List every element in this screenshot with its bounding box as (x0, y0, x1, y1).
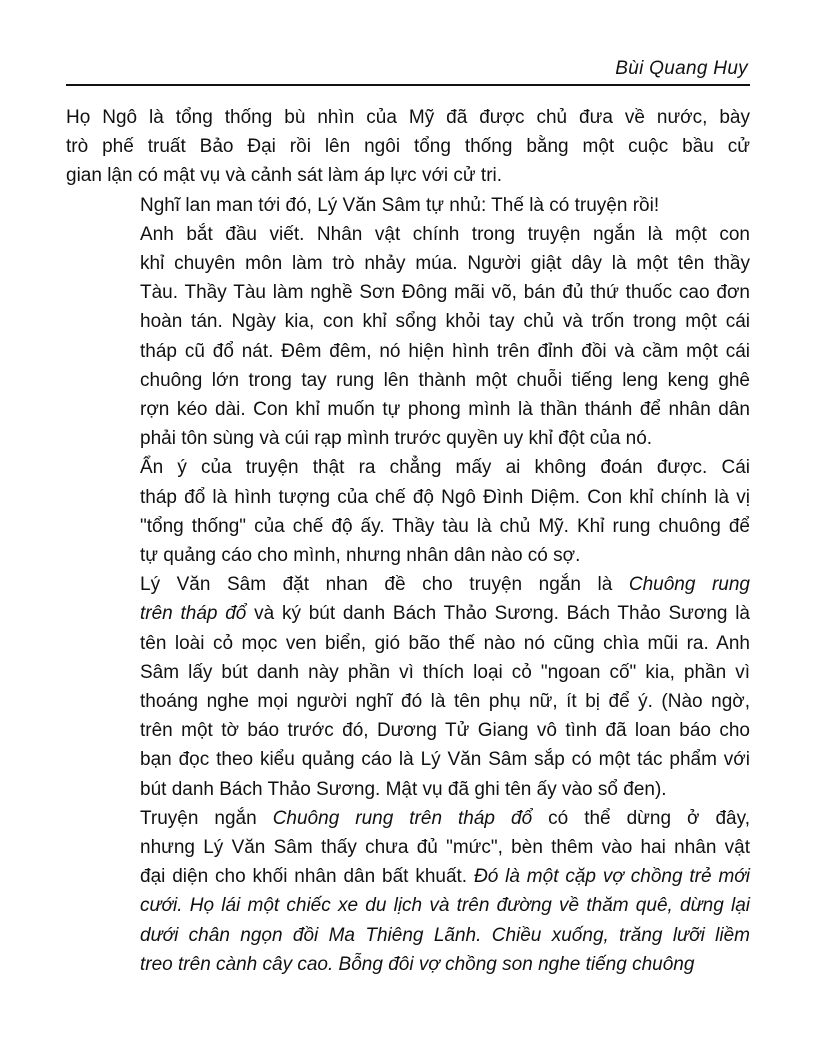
paragraph (66, 191, 750, 220)
text-segment: nhưng Lý Văn Sâm thấy chưa đủ "mức", bèn thêm vào hai nhân vật (140, 837, 750, 859)
paragraph (66, 804, 750, 979)
text-segment: "tổng thống" của chế độ ấy. Thầy tàu là chủ Mỹ. Khỉ rung chuông để (140, 515, 750, 537)
text-segment: bạn đọc theo kiểu quảng cáo là Lý Văn Sâm sắp có một tác phẩm với (140, 749, 750, 771)
text-line (66, 191, 750, 220)
text-segment: hoàn tán. Ngày kia, con khỉ sổng khỏi tay chủ và trốn trong một cái (140, 311, 750, 333)
italic-text: trên tháp đổ (140, 603, 247, 625)
text-segment: phải tôn sùng và cúi rạp mình trước quyền uy khỉ đột của nó. (140, 428, 653, 450)
text-segment: trò phế truất Bảo Đại rồi lên ngôi tổng thống bằng một cuộc bầu cử (66, 136, 750, 158)
paragraph (66, 453, 750, 570)
paragraph (66, 220, 750, 454)
text-segment: Truyện ngắn (140, 807, 273, 829)
text-line (66, 833, 750, 862)
text-segment: đại diện cho khối nhân dân bất khuất. (140, 866, 474, 888)
text-line (66, 921, 750, 950)
text-line (66, 599, 750, 628)
text-line (66, 424, 750, 453)
text-segment: gian lận có mật vụ và cảnh sát làm áp lực với cử tri. (66, 165, 503, 187)
text-segment: Họ Ngô là tổng thống bù nhìn của Mỹ đã được chủ đưa về nước, bày (66, 107, 750, 128)
text-line (66, 629, 750, 658)
paragraph (66, 103, 750, 191)
text-segment: và ký bút danh Bách Thảo Sương. Bách Thảo Sương là (246, 603, 750, 625)
text-line (66, 775, 750, 804)
text-line (66, 337, 750, 366)
text-line (66, 804, 750, 833)
text-segment: Lý Văn Sâm đặt nhan đề cho truyện ngắn là (140, 574, 629, 596)
text-segment: chuông lớn trong tay rung lên thành một chuỗi tiếng leng keng ghê (140, 369, 750, 391)
text-line (66, 220, 750, 249)
header-rule (66, 84, 750, 86)
text-line (66, 132, 750, 161)
text-line (66, 453, 750, 482)
italic-text: Chuông rung trên tháp đổ (272, 807, 533, 829)
text-line (66, 745, 750, 774)
text-line (66, 891, 750, 920)
text-line (66, 541, 750, 570)
italic-text: treo trên cành cây cao. Bỗng đôi vợ chồng son nghe tiếng chuông (140, 953, 695, 975)
italic-text: dưới chân ngọn đồi Ma Thiêng Lãnh. Chiều xuống, trăng lưỡi liềm (140, 924, 750, 946)
text-line (66, 395, 750, 424)
text-segment: Sâm lấy bút danh này phần vì thích loại cỏ "ngoan cố" kia, phần vì (140, 661, 750, 683)
text-segment: trên một tờ báo trước đó, Dương Tử Giang vô tình đã loan báo cho (140, 720, 750, 742)
text-segment: tên loài cỏ mọc ven biển, gió bão thế nào nó cũng chìa mũi ra. Anh (140, 632, 750, 654)
text-line (66, 950, 750, 979)
text-segment: tháp cũ đổ nát. Đêm đêm, nó hiện hình trên đỉnh đồi và cầm một cái (140, 340, 750, 362)
text-line (66, 366, 750, 395)
italic-text: Chuông rung (628, 574, 750, 596)
text-segment: Ẩn ý của truyện thật ra chẳng mấy ai không đoán được. Cái (140, 457, 750, 479)
text-segment: Anh bắt đầu viết. Nhân vật chính trong truyện ngắn là một con (140, 223, 750, 245)
text-line (66, 249, 750, 278)
text-segment: tháp đổ là hình tượng của chế độ Ngô Đình Diệm. Con khỉ chính là vị (140, 486, 750, 508)
text-line (66, 862, 750, 891)
italic-text: cưới. Họ lái một chiếc xe du lịch và trên đường về thăm quê, dừng lại (140, 895, 750, 917)
text-segment: có thể dừng ở đây, (532, 807, 750, 829)
text-line (66, 161, 750, 190)
text-line (66, 658, 750, 687)
body-text (66, 103, 750, 979)
text-line (66, 570, 750, 599)
running-head-author: Bùi Quang Huy (615, 58, 748, 79)
text-segment: bút danh Bách Thảo Sương. Mật vụ đã ghi tên ấy vào sổ đen). (140, 778, 667, 800)
text-line (66, 716, 750, 745)
text-line (66, 687, 750, 716)
text-segment: Nghĩ lan man tới đó, Lý Văn Sâm tự nhủ: Thế là có truyện rồi! (140, 194, 660, 216)
text-segment: khỉ chuyên môn làm trò nhảy múa. Người giật dây là một tên thầy (140, 253, 750, 275)
text-segment: thoáng nghe mọi người nghĩ đó là tên phụ nữ, ít bị để ý. (Nào ngờ, (140, 691, 750, 713)
text-line (66, 512, 750, 541)
text-line (66, 307, 750, 336)
italic-text: Đó là một cặp vợ chồng trẻ mới (473, 866, 750, 888)
text-segment: tự quảng cáo cho mình, nhưng nhân dân nào có sợ. (140, 545, 581, 567)
text-segment: rợn kéo dài. Con khỉ muốn tự phong mình là thần thánh để nhân dân (140, 399, 750, 421)
text-line (66, 103, 750, 132)
text-line (66, 278, 750, 307)
text-line (66, 483, 750, 512)
text-segment: Tàu. Thầy Tàu làm nghề Sơn Đông mãi võ, bán đủ thứ thuốc cao đơn (140, 282, 750, 304)
paragraph (66, 570, 750, 804)
